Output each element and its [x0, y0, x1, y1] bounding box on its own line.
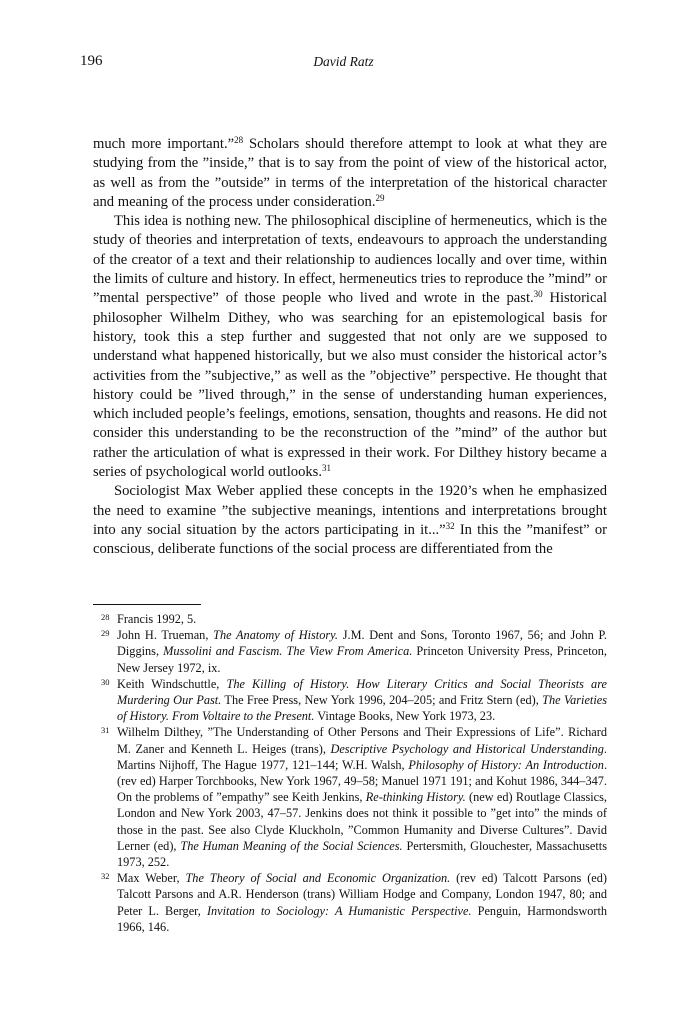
italic-title: Invitation to Sociology: A Humanistic Perspective.	[206, 903, 472, 918]
text-run: Pertersmith, Glouchester, Massachusetts 1973, 252.	[117, 838, 607, 870]
text-run: Keith Windschuttle,	[117, 676, 227, 691]
text-run: . (rev ed) Harper Torchbooks, New York 1967, 49–58; Manuel 1971 191; and Kohut 1986, 344–347. On the problems of ”empathy” see Keith Jenkins,	[117, 757, 608, 805]
footnote	[93, 724, 607, 870]
footnote-rule	[93, 604, 201, 605]
footnote-number: 29	[101, 628, 110, 639]
text-run: Vintage Books, New York 1973, 23.	[314, 709, 496, 724]
text-run: This idea is nothing new. The philosophical discipline of hermeneutics, which is the study of theories and interpretation of texts, endeavours to approach the understanding of the creator of a text and their relationship to audiences locally and over time, within the limits of culture and history. In effect, hermeneutics tries to reproduce the ”mind” or ”mental perspective” of those people who lived and wrote in the past.	[93, 213, 607, 307]
footnote-ref[interactable]: 28	[234, 135, 244, 145]
paragraph	[93, 482, 607, 559]
text-run: Sociologist Max Weber applied these concepts in the 1920’s when he emphasized the need to examine ”the subjective meanings, intentions and interpretations brought into any social situation by the actors participating in it...”	[93, 483, 607, 538]
text-run: The Free Press, New York 1996, 204–205; and Fritz Stern (ed),	[221, 693, 543, 708]
footnote-ref[interactable]: 30	[533, 289, 543, 300]
text-run: . Martins Nijhoff, The Hague 1977, 121–144; W.H. Walsh,	[117, 741, 607, 772]
footnotes	[93, 611, 607, 935]
italic-title: The Killing of History. How Literary Critics and Social Theorists are Murdering Our Past.	[117, 676, 607, 708]
body-text	[93, 135, 607, 560]
text-run: (rev ed) Talcott Parsons (ed) Talcott Parsons and A.R. Henderson (trans) William Hodge and Company, London 1947, 80; and Peter L. Berger,	[117, 871, 607, 918]
italic-title: The Human Meaning of the Social Sciences.	[180, 838, 403, 853]
footnote-ref[interactable]: 31	[322, 463, 332, 474]
footnote-number: 30	[101, 676, 110, 687]
italic-title: The Theory of Social and Economic Organization.	[185, 871, 451, 886]
italic-title: Mussolini and Fascism. The View From America.	[163, 644, 413, 659]
text-run: Scholars should therefore attempt to look at what they are studying from the ”inside,” that is to say from the point of view of the historical actor, as well as from the ”outside” in terms of the interpretation of the historical character and meaning of the process under consideration.	[93, 136, 607, 210]
running-head: David Ratz	[313, 54, 374, 69]
text-run: (new ed) Routlage Classics, London and New York 2003, 47–57. Jenkins does not think it possible to ”get into” the minds of those in the past. See also Clyde Kluckholn, ”Common Humanity and Diverse Cultures”. David Lerner (ed),	[117, 790, 607, 853]
italic-title: Re-thinking History.	[365, 790, 466, 805]
footnote-number: 31	[101, 725, 110, 736]
text-run: much more important.”	[93, 136, 235, 152]
text-run: John H. Trueman,	[117, 628, 214, 643]
page-header	[80, 53, 607, 75]
text-run: Francis 1992, 5.	[117, 612, 197, 626]
footnote-number: 32	[101, 871, 110, 882]
paragraph	[93, 212, 607, 482]
footnote	[93, 611, 607, 627]
text-run: Max Weber,	[117, 871, 186, 886]
footnote-number: 28	[101, 612, 110, 622]
italic-title: The Varieties of History. From Voltaire to the Present.	[117, 693, 607, 724]
footnote	[93, 627, 607, 676]
text-run: Historical philosopher Wilhelm Dithey, who was searching for an epistemological basis for history, took this a step further and suggested that not only are we supposed to understand what happened historically, but we also must consider the historical actor’s activities from the ”subjective,” as well as the ”objective” perspective. He thought that history could be ”lived through,” in the sense of understanding human experiences, which included people’s feelings, emotions, sensation, thoughts and reasons. He did not consider this understanding to be the reconstruction of the ”mind” of the author but rather the articulation of what is expressed in their work. For Dilthey history became a series of psychological world outlooks.	[93, 290, 607, 481]
footnote	[93, 676, 607, 725]
footnote-ref[interactable]: 32	[445, 520, 455, 531]
italic-title: Philosophy of History: An Introduction	[408, 757, 604, 772]
text-run: Princeton University Press, Princeton, New Jersey 1972, ix.	[117, 644, 608, 675]
italic-title: Descriptive Psychology and Historical Understanding	[330, 741, 604, 756]
page-number: 196	[80, 53, 103, 69]
text-run: Wilhelm Dilthey, ”The Understanding of Other Persons and Their Expressions of Life”. Richard M. Zaner and Kenneth L. Heiges (trans),	[117, 725, 607, 756]
text-run: Penguin, Harmondsworth 1966, 146.	[117, 903, 608, 934]
text-run: J.M. Dent and Sons, Toronto 1967, 56; and John P. Diggins,	[117, 628, 608, 659]
italic-title: The Anatomy of History.	[213, 628, 339, 643]
footnote	[93, 870, 607, 935]
footnote-ref[interactable]: 29	[375, 192, 385, 203]
text-run: In this the ”manifest” or conscious, deliberate functions of the social process are differentiated from the	[93, 521, 607, 558]
paragraph	[93, 135, 607, 212]
